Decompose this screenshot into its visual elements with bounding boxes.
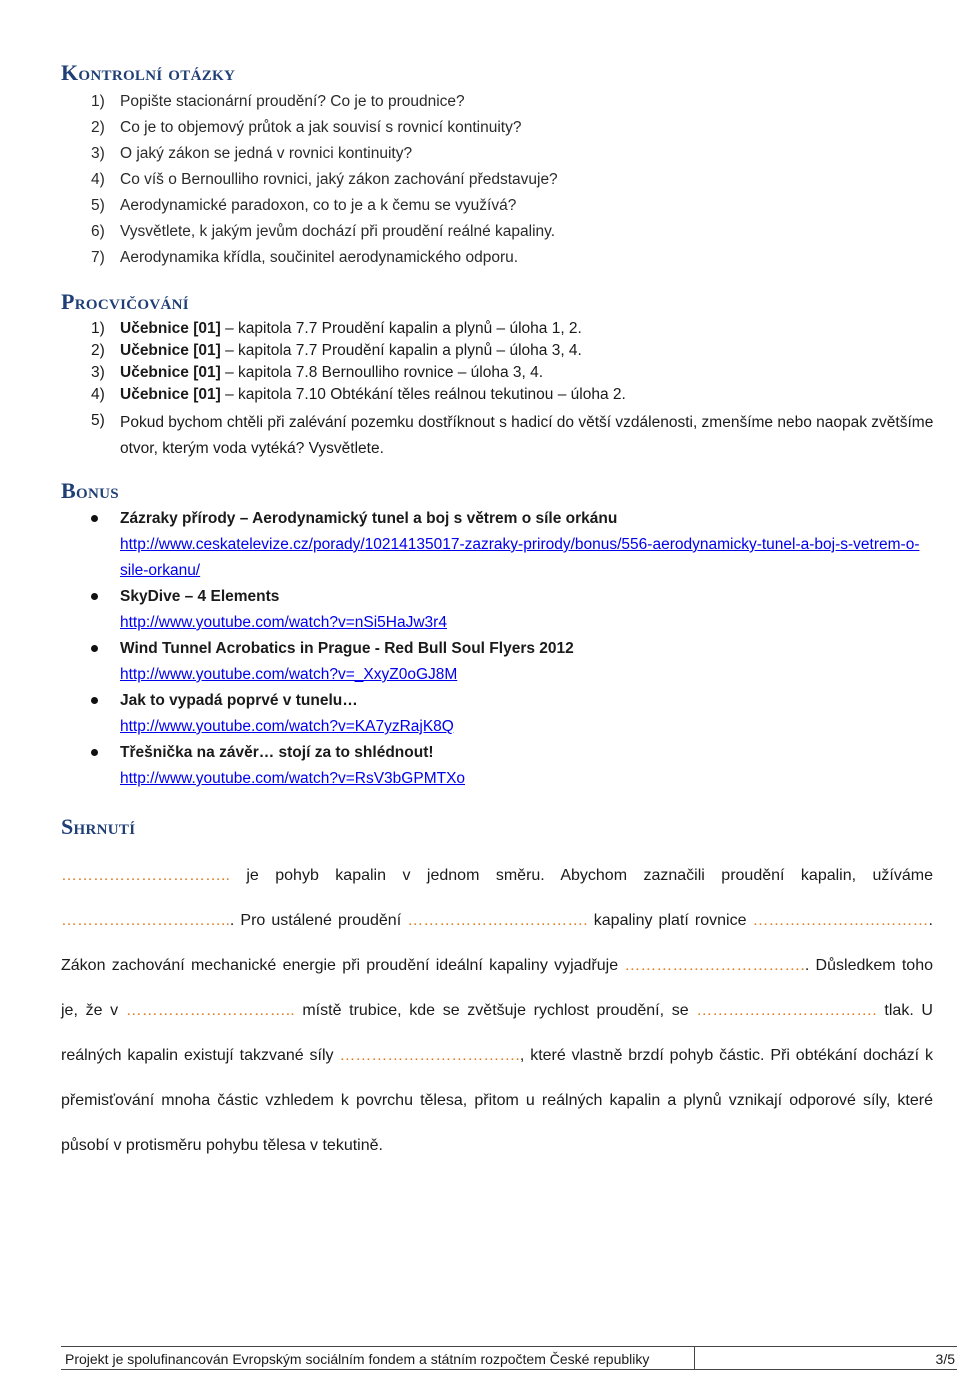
item-text: Co je to objemový průtok a jak souvisí s rovnicí kontinuity?: [120, 119, 522, 136]
item-number: 4): [91, 386, 105, 403]
summary-text: tlak. U reálných kapalin existují takzvané síly: [61, 1002, 933, 1064]
blank-field: …………………………….: [407, 912, 588, 929]
bonus-link[interactable]: http://www.youtube.com/watch?v=nSi5HaJw3r4: [120, 614, 447, 631]
bullet-icon: [91, 697, 98, 704]
summary-paragraph: [61, 853, 933, 1168]
blank-field: …………………………..: [125, 1002, 295, 1019]
item-number: 1): [91, 320, 105, 337]
summary-text: kapaliny platí rovnice: [587, 912, 753, 929]
textbook-ref: Učebnice [01]: [120, 320, 221, 337]
item-text: Co víš o Bernoulliho rovnici, jaký zákon zachování představuje?: [120, 171, 558, 188]
textbook-ref: Učebnice [01]: [120, 342, 221, 359]
summary-heading: Shrnutí: [61, 814, 136, 839]
item-number: 6): [91, 223, 105, 240]
item-text: Aerodynamika křídla, součinitel aerodynamického odporu.: [120, 249, 519, 266]
bullet-icon: [91, 593, 98, 600]
item-text: – kapitola 7.7 Proudění kapalin a plynů – úloha 1, 2.: [220, 320, 582, 337]
blank-field: ……………………………: [752, 912, 929, 929]
item-number: 2): [91, 342, 105, 359]
bonus-title: Wind Tunnel Acrobatics in Prague - Red Bull Soul Flyers 2012: [120, 640, 574, 657]
bullet-icon: [91, 515, 98, 522]
list-item: [91, 740, 931, 792]
list-item: [91, 688, 931, 740]
textbook-ref: Učebnice [01]: [120, 386, 221, 403]
summary-text: místě trubice, kde se zvětšuje rychlost proudění, se: [294, 1002, 697, 1019]
item-text: – kapitola 7.7 Proudění kapalin a plynů – úloha 3, 4.: [220, 342, 582, 359]
item-text: – kapitola 7.10 Obtékání těles reálnou tekutinou – úloha 2.: [220, 386, 626, 403]
bonus-link[interactable]: http://www.youtube.com/watch?v=KA7yzRajK8Q: [120, 718, 454, 735]
footer-divider: [694, 1346, 695, 1370]
bonus-list: [91, 506, 931, 792]
bonus-title: SkyDive – 4 Elements: [120, 588, 280, 605]
bullet-icon: [91, 645, 98, 652]
blank-field: …………………………….: [696, 1002, 877, 1019]
item-text: Aerodynamické paradoxon, co to je a k čemu se využívá?: [120, 197, 517, 214]
summary-text: je pohyb kapalin v jednom směru. Abychom zaznačili proudění kapalin, užíváme: [229, 867, 933, 884]
summary-text: . Pro ustálené proudění: [229, 912, 408, 929]
bonus-link[interactable]: http://www.youtube.com/watch?v=RsV3bGPMTXo: [120, 770, 466, 787]
item-number: 4): [91, 171, 105, 188]
list-item: [91, 584, 931, 636]
bonus-title: Zázraky přírody – Aerodynamický tunel a boj s větrem o síle orkánu: [120, 510, 618, 527]
questions-heading: Kontrolní otázky: [61, 60, 236, 85]
item-text: Vysvětlete, k jakým jevům dochází při proudění reálné kapaliny.: [120, 223, 556, 240]
item-text: – kapitola 7.8 Bernoulliho rovnice – úloha 3, 4.: [220, 364, 544, 381]
blank-field: …………………………….: [624, 957, 805, 974]
page-number: 3/5: [935, 1351, 955, 1367]
item-text: Popište stacionární proudění? Co je to proudnice?: [120, 93, 465, 110]
bonus-title: Jak to vypadá poprvé v tunelu…: [120, 692, 358, 709]
practice-heading: Procvičování: [61, 289, 189, 314]
bonus-link[interactable]: http://www.ceskatelevize.cz/porady/10214135017-zazraky-prirody/bonus/556-aerodynamicky-tunel-a-boj-s-vetrem-o-sile-orkanu/: [120, 536, 920, 579]
footer-text: Projekt je spolufinancován Evropským sociálním fondem a státním rozpočtem České republiky: [65, 1351, 650, 1367]
page-footer: [61, 1346, 957, 1370]
list-item: [91, 506, 931, 584]
bullet-icon: [91, 749, 98, 756]
item-number: 3): [91, 145, 105, 162]
item-text: Pokud bychom chtěli při zalévání pozemku dostříknout s hadicí do větší vzdálenosti, zmenšíme nebo naopak zvětšíme otvor, kterým voda vytéká? Vysvětlete.: [120, 414, 934, 457]
item-number: 3): [91, 364, 105, 381]
summary-text: , které vlastně brzdí pohyb částic. Při obtékání dochází k přemisťování mnoha částic vzhledem k povrchu tělesa, přitom u reálných kapalin a plynů vznikají odporové síly, které působí v protisměru pohybu tělesa v tekutině.: [61, 1047, 933, 1154]
item-number: 5): [91, 197, 105, 214]
item-number: 1): [91, 93, 105, 110]
list-item: [91, 636, 931, 688]
item-text: O jaký zákon se jedná v rovnici kontinuity?: [120, 145, 413, 162]
blank-field: …………………………….: [339, 1047, 520, 1064]
item-number: 5): [91, 412, 105, 429]
blank-field: …………………………..: [61, 867, 230, 884]
bonus-link[interactable]: http://www.youtube.com/watch?v=_XxyZ0oGJ8M: [120, 666, 458, 683]
textbook-ref: Učebnice [01]: [120, 364, 221, 381]
bonus-title: Třešnička na závěr… stojí za to shlédnout!: [120, 744, 434, 761]
item-number: 2): [91, 119, 105, 136]
bonus-heading: Bonus: [61, 478, 119, 503]
summary-text: . Důsledkem toho je, že v: [61, 957, 933, 1019]
summary-text: . Zákon zachování mechanické energie při proudění ideální kapaliny vyjadřuje: [61, 912, 933, 974]
blank-field: …………………………..: [61, 912, 230, 929]
item-number: 7): [91, 249, 105, 266]
